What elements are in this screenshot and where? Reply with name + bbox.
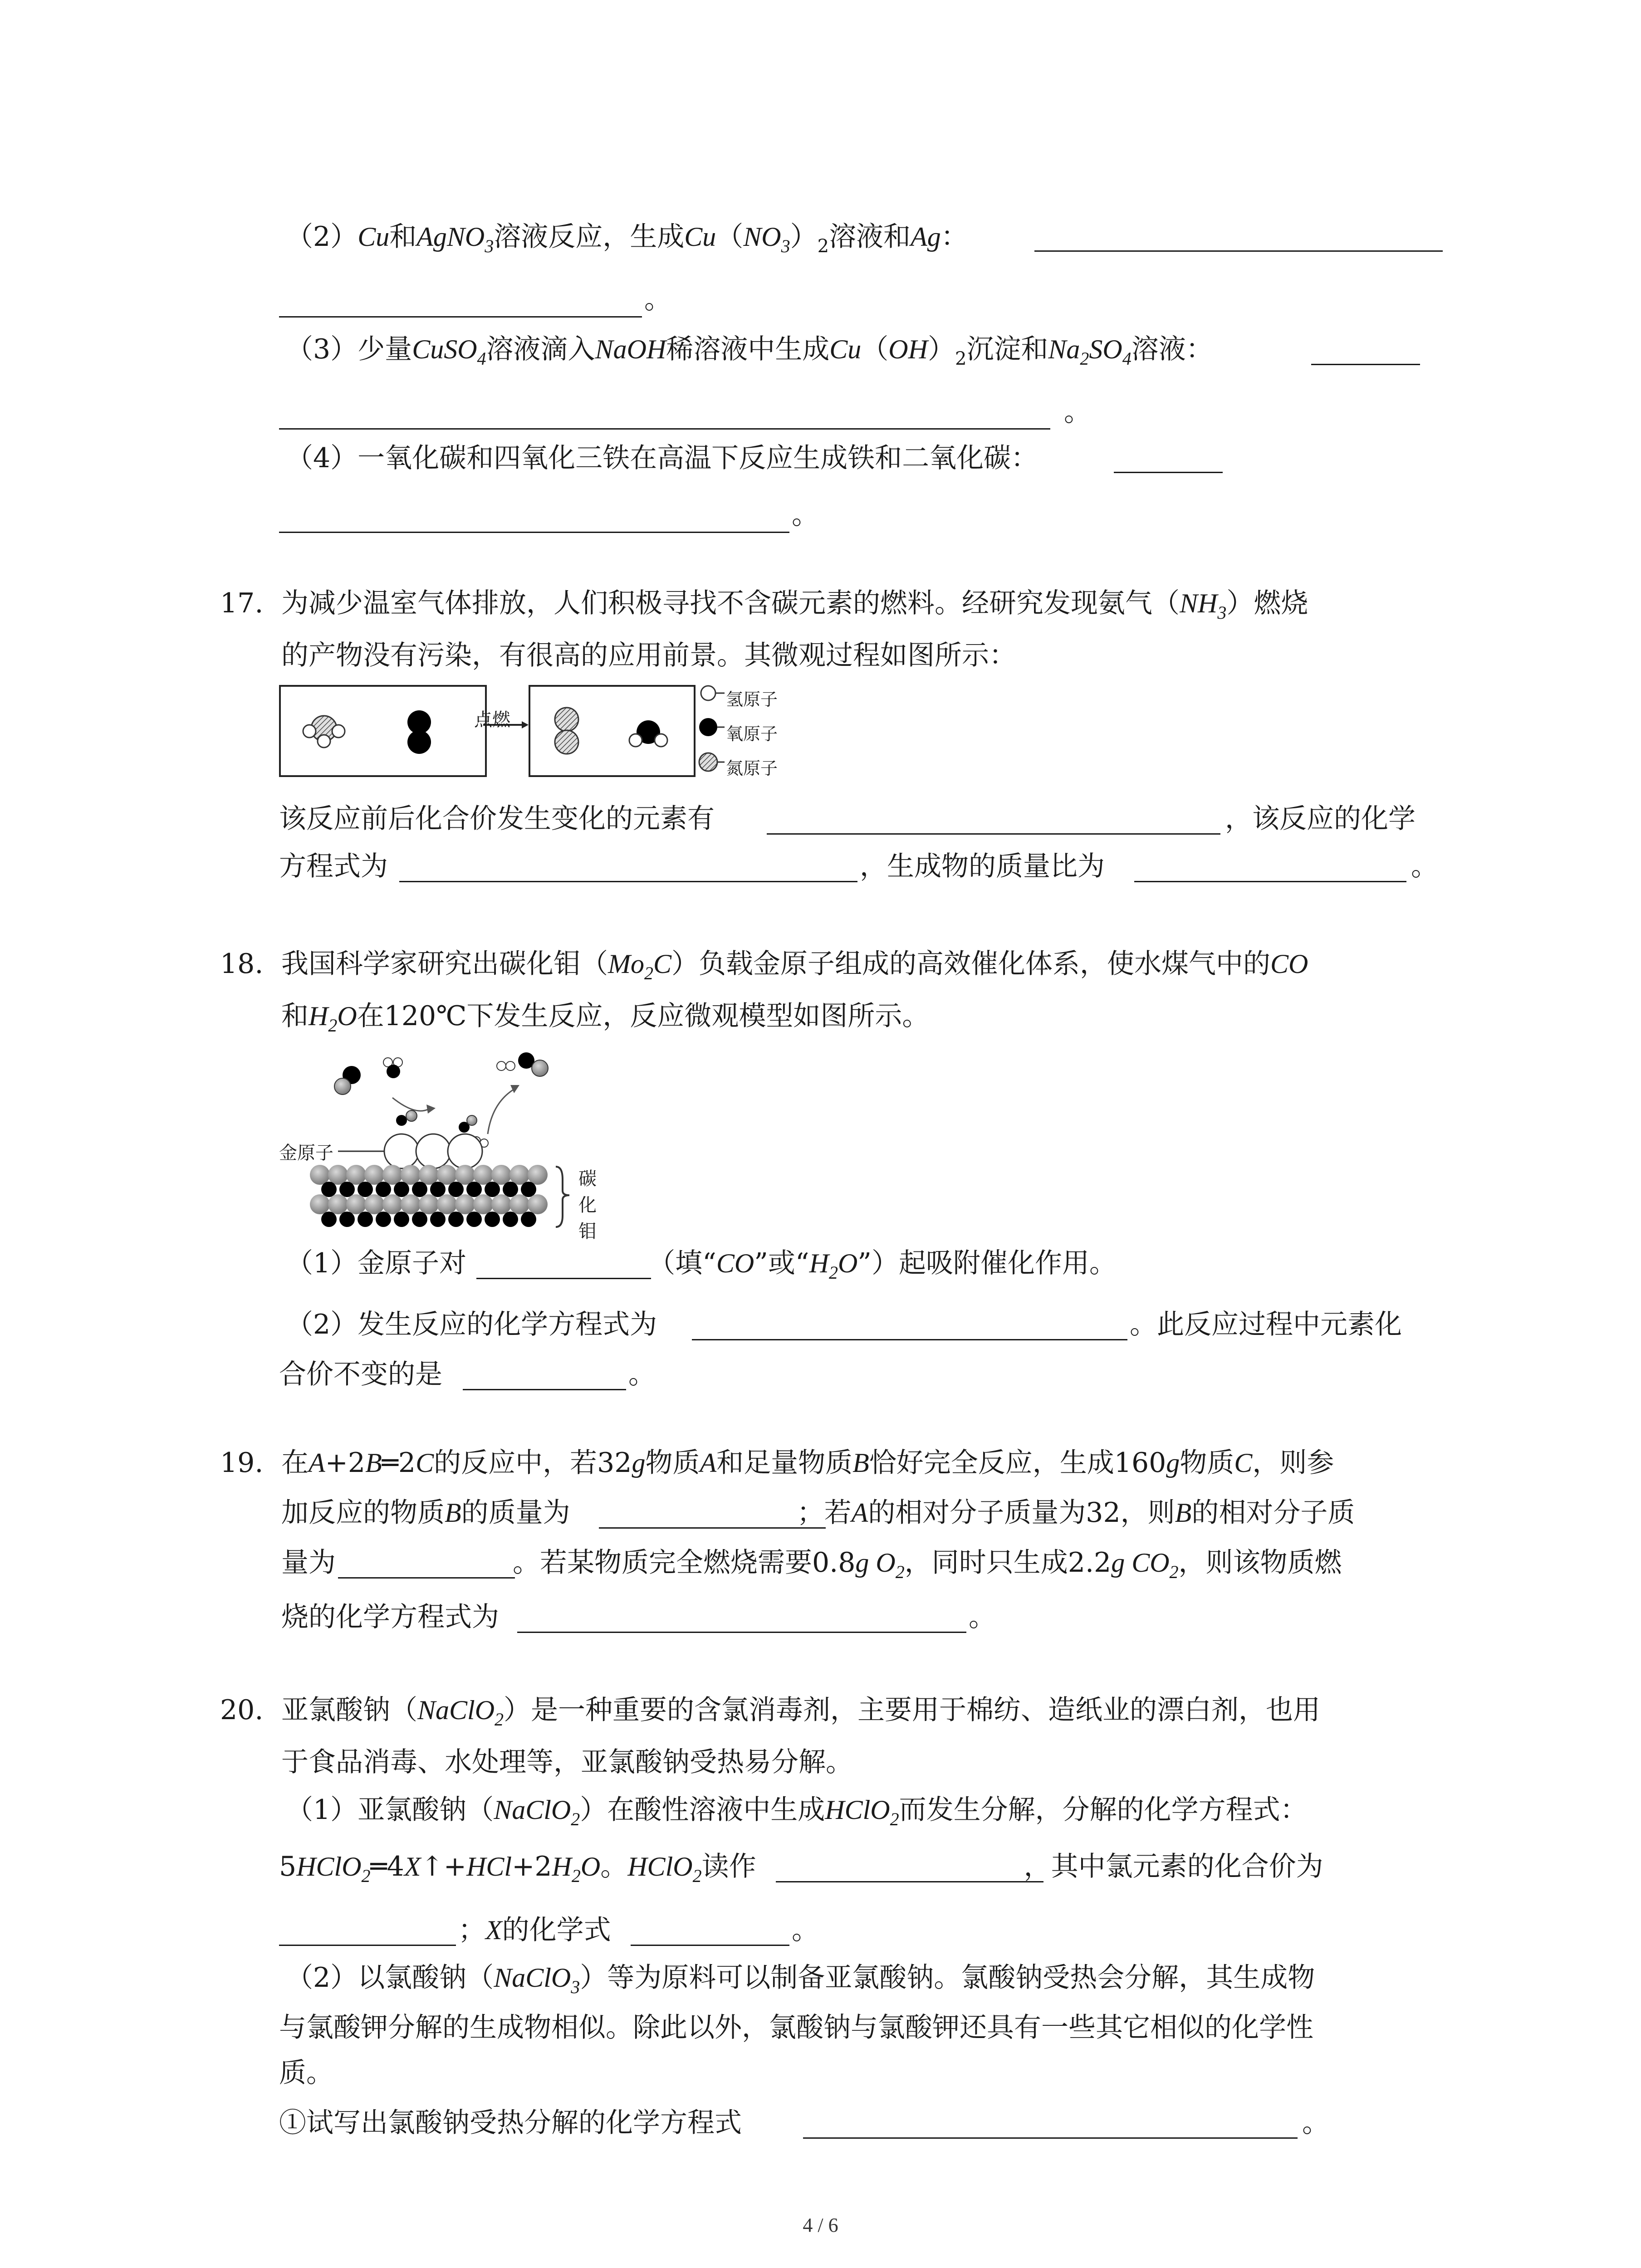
q20-equation-line: $5HClO_2═4X↑+HCl+2H_2O$。HClO$_2$读作 ，其中氯元素的化合价为: [279, 1851, 1323, 1886]
q17-line2: 的产物没有污染，有很高的应用前景。其微观过程如图所示：: [281, 640, 1016, 671]
q16-part4: （4）一氧化碳和四氧化三铁在高温下反应生成铁和二氧化碳：: [286, 442, 1038, 474]
q20-number: 20.: [220, 1694, 264, 1726]
q18-line2: 和$H_2O$在120℃下发生反应，反应微观模型如图所示。: [281, 1000, 930, 1036]
q17-arrow-label: 点燃: [474, 710, 510, 730]
q20-part1-line1: （1）亚氯酸钠（NaClO$_2$）在酸性溶液中生成HClO$_2$而发生分解，分解的化学方程式：: [286, 1794, 1308, 1829]
q20-part2-line2: 与氯酸钾分解的生成物相似。除此以外，氯酸钠与氯酸钾还具有一些其它相似的化学性: [279, 2012, 1313, 2043]
q18-number: 18.: [220, 948, 264, 980]
q16-4-end: 。: [792, 499, 819, 531]
q19-blank-equation[interactable]: [517, 1603, 966, 1633]
q19-line4a: 烧的化学方程式为: [281, 1601, 499, 1633]
q17-line4b: ，生成物的质量比为: [860, 850, 1105, 882]
q19-line3: 量为 。若某物质完全燃烧需要0.8g $O_2$，同时只生成2.2g $CO_2$，则该物质燃: [281, 1547, 1342, 1582]
q18-part2b: 。此反应过程中元素化: [1130, 1309, 1402, 1340]
q17-reactant-molecules: [281, 687, 485, 775]
q18-gold-label: 金原子: [279, 1143, 333, 1163]
substrate-grey-row-bottom: [310, 1194, 548, 1214]
q16-part2: （2）Cu和AgNO$_3$溶液反应，生成$Cu(NO_3)_2$溶液和Ag：: [286, 221, 968, 257]
q16-3-blank-a[interactable]: [1311, 336, 1420, 365]
q18-blank-adsorb[interactable]: [476, 1250, 651, 1279]
legend-hydrogen: 氢原子: [726, 690, 778, 709]
q19-line2: 加反应的物质B的质量为 ；若A的相对分子质量为32，则B的相对分子质: [281, 1497, 1355, 1529]
q19-line1: 在A+2B═2C的反应中，若32g物质A和足量物质B恰好完全反应，生成160g物质C，则参: [281, 1447, 1334, 1479]
q20-blank-equation[interactable]: [803, 2109, 1298, 2139]
q20-part1-line3: ；X的化学式: [458, 1914, 611, 1946]
q17-blank-ratio[interactable]: [1134, 853, 1406, 882]
q20-part2-line4: ①试写出氯酸钠受热分解的化学方程式: [279, 2107, 742, 2139]
side-char-2: 化: [578, 1195, 597, 1215]
q19-blank-mr-b[interactable]: [338, 1549, 515, 1579]
q18-blank-valence[interactable]: [463, 1361, 626, 1390]
legend-nitrogen: 氮原子: [726, 759, 778, 778]
q17-line3a: 该反应前后化合价发生变化的元素有: [279, 803, 715, 835]
q17-line3b: ，该反应的化学: [1225, 803, 1416, 835]
q16-2-blank-a[interactable]: [1034, 222, 1443, 252]
side-char-1: 碳: [578, 1169, 597, 1189]
q18-line1: 我国科学家研究出碳化钼$(Mo_2C)$负载金原子组成的高效催化体系，使水煤气中的CO: [281, 948, 1308, 983]
side-char-3: 钼: [578, 1222, 597, 1242]
legend-oxygen: 氧原子: [726, 725, 778, 744]
q16-3-blank-b[interactable]: [279, 400, 1050, 430]
q20-part1-end: 。: [792, 1914, 819, 1946]
q20-part2-line1: （2）以氯酸钠（NaClO$_3$）等为原料可以制备亚氯酸钠。氯酸钠受热会分解，其生成物: [286, 1962, 1315, 1997]
q18-part2a: （2）发生反应的化学方程式为: [286, 1309, 657, 1340]
q18-part1: （1）金原子对 （填“CO”或“$H_2O$”）起吸附催化作用。: [286, 1247, 1117, 1283]
q16-2-blank-b[interactable]: [279, 288, 642, 318]
q17-blank-elements[interactable]: [767, 805, 1220, 835]
page-number: 4 / 6: [803, 2214, 838, 2236]
q20-blank-valence[interactable]: [279, 1916, 456, 1946]
q16-part3: （3）少量CuSO$_4$溶液滴入NaOH稀溶液中生成$Cu(OH)_2$沉淀和$Na_2SO_4$溶液：: [286, 333, 1213, 369]
q16-3-end: 。: [1064, 396, 1091, 428]
q19-line4b: 。: [969, 1601, 996, 1633]
q19-blank-mass-b[interactable]: [599, 1499, 826, 1529]
q16-4-blank-a[interactable]: [1114, 444, 1223, 473]
q20-line2: 于食品消毒、水处理等，亚氯酸钠受热易分解。: [281, 1746, 853, 1778]
q20-part2-line3: 质。: [279, 2057, 333, 2089]
q17-product-box: [529, 685, 696, 777]
q20-part2-end: 。: [1302, 2107, 1329, 2139]
q20-blank-reading[interactable]: [776, 1853, 1043, 1882]
q16-4-blank-b[interactable]: [279, 503, 789, 533]
q20-line1: 亚氯酸钠（NaClO$_2$）是一种重要的含氯消毒剂，主要用于棉纺、造纸业的漂白剂，也用: [281, 1694, 1321, 1730]
q19-number: 19.: [220, 1447, 264, 1479]
q18-part2c: 合价不变的是: [279, 1359, 442, 1390]
q17-reactant-box: [279, 685, 487, 777]
q17-line4c: 。: [1411, 850, 1438, 882]
q16-2-end: 。: [644, 284, 671, 315]
q20-blank-formula-x[interactable]: [631, 1916, 789, 1946]
q17-number: 17.: [220, 587, 264, 619]
q18-blank-equation[interactable]: [692, 1311, 1127, 1340]
q17-line4a: 方程式为: [279, 850, 388, 882]
q17-blank-equation[interactable]: [399, 853, 857, 882]
q17-legend-labels: [726, 683, 778, 786]
q17-product-molecules: [530, 687, 694, 775]
q18-side-label: [578, 1166, 597, 1245]
q17-line1: 为减少温室气体排放，人们积极寻找不含碳元素的燃料。经研究发现氨气$(NH_3)$燃烧: [281, 587, 1308, 623]
q18-part2d: 。: [628, 1359, 656, 1390]
